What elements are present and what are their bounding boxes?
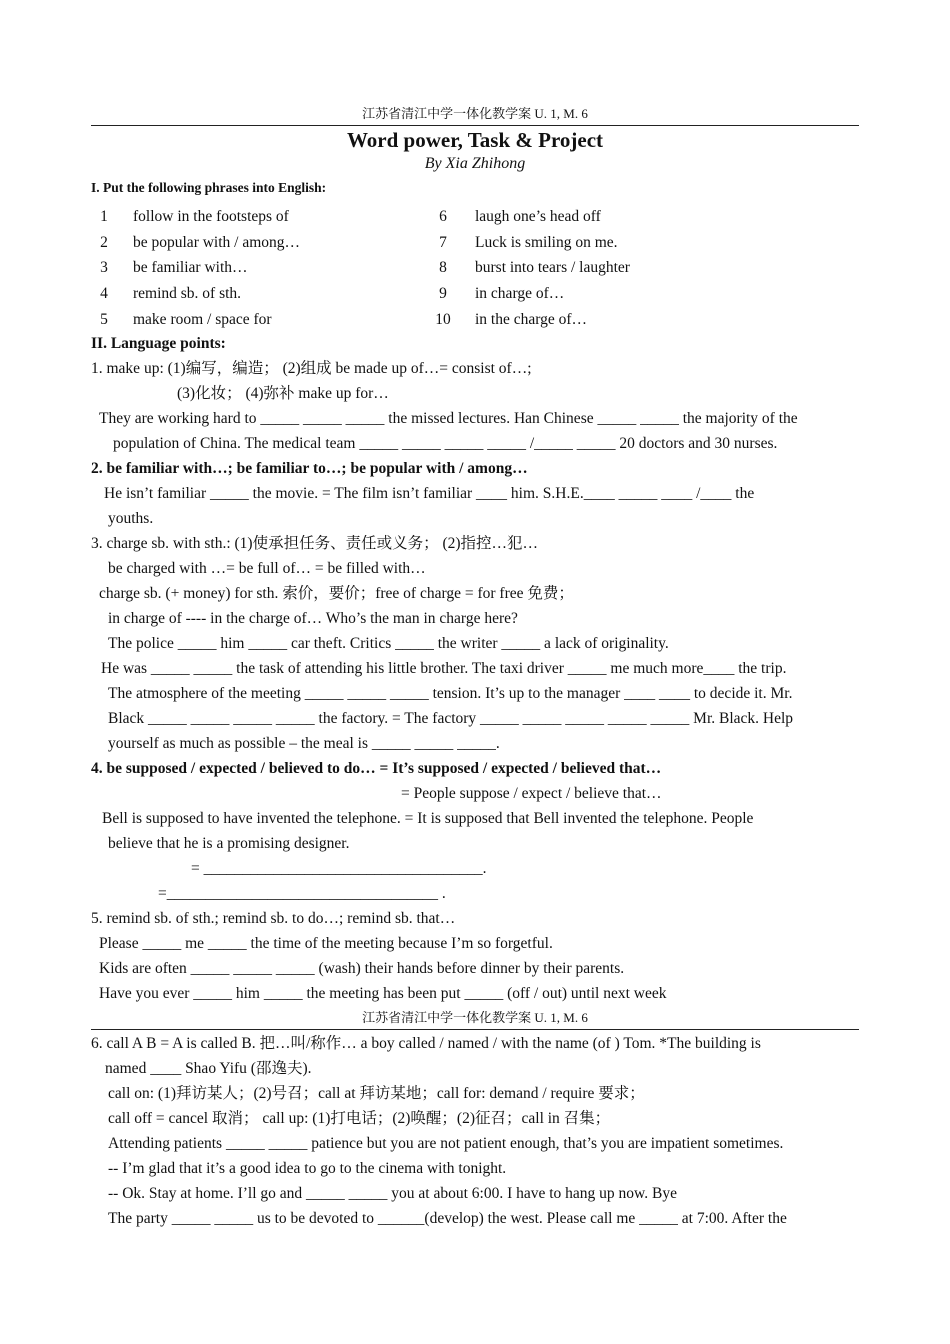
exercise-line: Please _____ me _____ the time of the meeting because I’m so forgetful. [99,935,553,952]
page-header: 江苏省清江中学一体化教学案 U. 1, M. 6 [362,106,588,121]
note-line: call on: (1)拜访某人；(2)号召；call at 拜访某地；call for: demand / require 要求； [108,1085,645,1102]
exercise-line: population of China. The medical team _____ _____ _____ _____ /_____ _____ 20 doctors and 30 nurses. [113,435,778,452]
phrase-number: 4 [100,285,108,303]
point-2-heading: 2. be familiar with…; be familiar to…; be popular with / among… [91,460,528,477]
author-byline: By Xia Zhihong [424,155,526,172]
note-line: named ____ Shao Yifu (邵逸夫). [105,1060,312,1077]
phrase-number: 7 [439,233,447,251]
note-line: call off = cancel 取消； call up: (1)打电话；(2)唤醒；(2)征召；call in 召集； [108,1110,611,1127]
section-2-heading: II. Language points: [91,335,226,352]
exercise-line: youths. [108,510,154,527]
phrase-number: 3 [100,259,108,277]
exercise-line: Bell is supposed to have invented the telephone. = It is supposed that Bell invented the telephone. People [102,810,754,827]
phrase-text: laugh one’s head off [475,207,601,225]
exercise-line: Attending patients _____ _____ patience but you are not patient enough, that’s you are impatient sometimes. [108,1135,784,1152]
point-3-heading: 3. charge sb. with sth.: (1)使承担任务、责任或义务； (2)指控…犯… [91,535,539,552]
phrase-list [91,204,651,333]
phrase-number: 10 [435,311,451,329]
point-1-heading: 1. make up: (1)编写，编造； (2)组成 be made up of…= consist of…; [91,360,532,377]
note-line: be charged with …= be full of… = be filled with… [108,560,426,577]
exercise-line: He isn’t familiar _____ the movie. = The film isn’t familiar ____ him. S.H.E.____ _____ ____ /____ the [104,485,755,502]
phrase-text: follow in the footsteps of [133,207,289,225]
note-line: charge sb. (+ money) for sth. 索价，要价；free of charge = for free 免费； [99,585,574,602]
exercise-line: Black _____ _____ _____ _____ the factory. = The factory _____ _____ _____ _____ _____ Mr. Black. Help [108,710,794,727]
exercise-line: Kids are often _____ _____ _____ (wash) their hands before dinner by their parents. [99,960,625,977]
phrase-number: 8 [439,259,447,277]
exercise-line: He was _____ _____ the task of attending his little brother. The taxi driver _____ me much more____ the trip. [101,660,787,677]
phrase-text: be familiar with… [133,259,248,277]
point-6-heading: 6. call A B = A is called B. 把…叫/称作… a boy called / named / with the name (of ) Tom. *The building is [91,1035,761,1052]
exercise-line: -- Ok. Stay at home. I’ll go and _____ _____ you at about 6:00. I have to hang up now. Bye [108,1185,677,1202]
point-5-heading: 5. remind sb. of sth.; remind sb. to do…; remind sb. that… [91,910,456,927]
phrase-row [91,281,651,307]
header-rule-2 [91,1029,859,1030]
phrase-number: 1 [100,207,108,225]
phrase-row [91,230,651,256]
exercise-line: The police _____ him _____ car theft. Critics _____ the writer _____ a lack of originality. [108,635,669,652]
page-header-2: 江苏省清江中学一体化教学案 U. 1, M. 6 [362,1010,588,1025]
exercise-line: They are working hard to _____ _____ _____ the missed lectures. Han Chinese _____ _____ the majority of the [99,410,798,427]
page-title: Word power, Task & Project [346,128,604,152]
phrase-text: be popular with / among… [133,233,301,251]
exercise-line: yourself as much as possible – the meal is _____ _____ _____. [108,735,500,752]
phrase-row [91,307,651,333]
answer-blank: =___________________________________ . [158,885,446,902]
phrase-number: 6 [439,207,447,225]
phrase-text: make room / space for [133,311,272,329]
exercise-line: believe that he is a promising designer. [108,835,350,852]
phrase-text: burst into tears / laughter [475,259,630,277]
phrase-text: in charge of… [475,285,565,303]
header-rule [91,125,859,126]
exercise-line: The atmosphere of the meeting _____ _____ _____ tension. It’s up to the manager ____ ____ to decide it. Mr. [108,685,793,702]
exercise-line: -- I’m glad that it’s a good idea to go to the cinema with tonight. [108,1160,507,1177]
phrase-number: 2 [100,233,108,251]
exercise-line: Have you ever _____ him _____ the meeting has been put _____ (off / out) until next week [99,985,667,1002]
phrase-text: Luck is smiling on me. [475,233,618,251]
phrase-row [91,256,651,282]
exercise-line: The party _____ _____ us to be devoted to ______(develop) the west. Please call me _____ at 7:00. After the [108,1210,787,1227]
phrase-number: 9 [439,285,447,303]
phrase-number: 5 [100,311,108,329]
phrase-row [91,204,651,230]
note-line: in charge of ---- in the charge of… Who’s the man in charge here? [108,610,518,627]
section-1-heading: I. Put the following phrases into English: [91,180,327,195]
note-line: = People suppose / expect / believe that… [401,785,662,802]
point-4-heading: 4. be supposed / expected / believed to do… = It’s supposed / expected / believed that… [91,760,662,777]
answer-blank: = ____________________________________. [191,860,487,877]
phrase-text: remind sb. of sth. [133,285,242,303]
point-1-subline: (3)化妆； (4)弥补 make up for… [177,385,389,402]
phrase-text: in the charge of… [475,311,588,329]
